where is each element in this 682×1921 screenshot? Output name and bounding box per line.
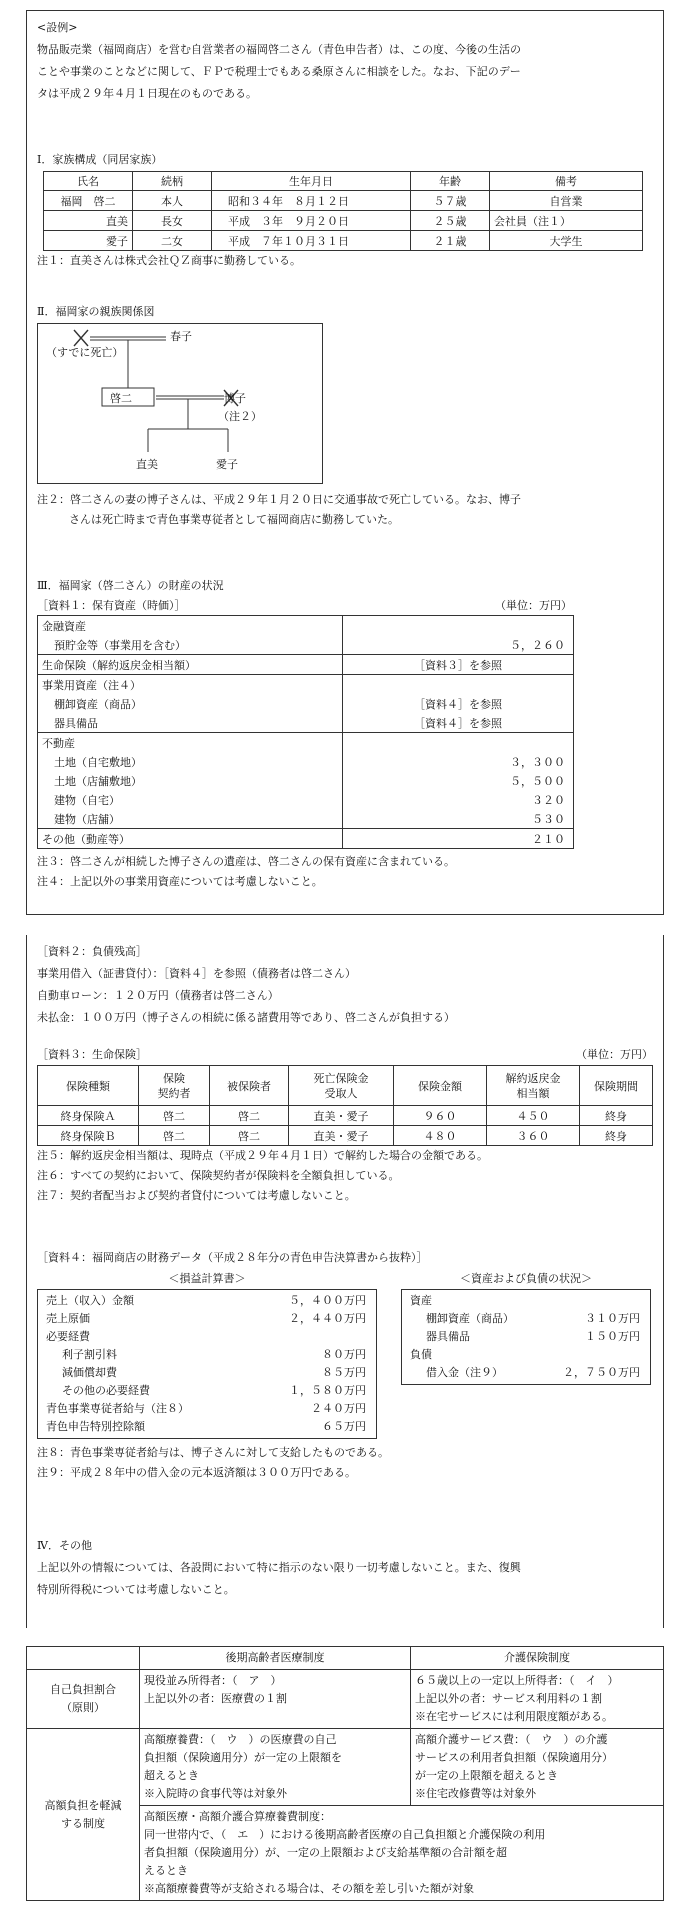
asset-group-row xyxy=(38,829,573,849)
insurance-header: 保険種類 xyxy=(38,1066,139,1106)
insurance-header: 被保険者 xyxy=(210,1066,289,1106)
other-heading: Ⅳ．その他 xyxy=(37,1539,92,1552)
asset-item-value: ３２０ xyxy=(532,793,565,807)
family-header: 備考 xyxy=(490,172,643,191)
insurance-cell: 啓二 xyxy=(210,1106,289,1126)
list-item xyxy=(402,1364,650,1382)
asset-value: ２１０ xyxy=(343,829,574,849)
asset-item-value: ５３０ xyxy=(532,812,565,826)
cell-line: 負担額（保険適用分）が一定の上限額を xyxy=(144,1751,342,1764)
comparison-row-head: 高額負担を軽減 する制度 xyxy=(27,1729,140,1901)
fin-value: ８０万円 xyxy=(322,1348,366,1361)
insurance-title: ［資料３：生命保険］ xyxy=(37,1048,147,1061)
family-cell: 平成 ７年１０月３１日 xyxy=(212,231,411,251)
fin-label: 資産 xyxy=(410,1294,432,1307)
insurance-cell: 啓二 xyxy=(139,1106,210,1126)
case-intro-line-2: ことや事業のことなどに関して、ＦＰで税理士でもある桑原さんに相談をした。なお、下記のデー xyxy=(37,65,521,78)
comparison-header-row xyxy=(27,1647,664,1670)
insurance-cell: 終身 xyxy=(580,1126,653,1146)
table-row xyxy=(38,635,573,655)
fin-label: 減価償却費 xyxy=(62,1366,117,1379)
table-row xyxy=(38,713,573,733)
insurance-header: 保険金額 xyxy=(394,1066,487,1106)
list-item xyxy=(38,1382,376,1400)
assets-note-4: 注４：上記以外の事業用資産については考慮しないこと。 xyxy=(37,875,323,888)
case-frame-1 xyxy=(26,10,664,915)
cell-line: が一定の上限額を超えるとき xyxy=(415,1769,558,1782)
aiko-name: 愛子 xyxy=(216,458,238,471)
fin-label: 利子割引料 xyxy=(62,1348,117,1361)
insurance-header: 解約返戻金 相当額 xyxy=(487,1066,580,1106)
assets-heading: Ⅲ．福岡家（啓二さん）の財産の状況 xyxy=(37,579,224,592)
table-row xyxy=(38,771,573,790)
cell-line: ※在宅サービスには利用限度額がある。 xyxy=(415,1710,613,1723)
cell-line: 現役並み所得者：（ ア ） xyxy=(144,1674,282,1687)
family-cell: 長女 xyxy=(133,211,212,231)
family-header: 生年月日 xyxy=(212,172,411,191)
insurance-cell: ４５０ xyxy=(487,1106,580,1126)
fin-value: ２，７５０万円 xyxy=(563,1366,640,1379)
list-item xyxy=(402,1310,650,1328)
insurance-cell: ３６０ xyxy=(487,1126,580,1146)
table-row xyxy=(38,809,573,829)
fin-value xyxy=(366,1328,376,1346)
family-cell: 福岡 啓二 xyxy=(44,191,133,211)
asset-item-value: ５，２６０ xyxy=(510,638,565,652)
fin-value: １，５８０万円 xyxy=(289,1384,366,1397)
asset-item-label: 預貯金等（事業用を含む） xyxy=(38,635,343,655)
list-item xyxy=(38,1346,376,1364)
asset-item-label: 器具備品 xyxy=(38,713,343,733)
family-header-row xyxy=(44,172,643,191)
fin-value: １５０万円 xyxy=(585,1330,640,1343)
fin-label: 売上（収入）金額 xyxy=(46,1294,134,1307)
asset-value: ［資料３］を参照 xyxy=(343,655,574,675)
cell-line: えるとき xyxy=(144,1864,188,1877)
comparison-row-head: 自己負担割合 （原則） xyxy=(27,1670,140,1729)
table-row xyxy=(38,1106,653,1126)
cell-line: 同一世帯内で、（ エ ）における後期高齢者医療の自己負担額と介護保険の利用 xyxy=(144,1828,546,1841)
family-cell: 直美 xyxy=(44,211,133,231)
fin-label: 棚卸資産（商品） xyxy=(426,1312,514,1325)
table-row xyxy=(27,1670,664,1729)
pl-title: ＜損益計算書＞ xyxy=(168,1272,246,1285)
asset-label: 不動産 xyxy=(38,733,343,753)
cell-line: 高額医療・高額介護合算療養費制度： xyxy=(144,1810,331,1823)
comparison-header: 介護保険制度 xyxy=(411,1647,664,1670)
pl-statement xyxy=(37,1289,377,1439)
cell-line: ６５歳以上の一定以上所得者：（ イ ） xyxy=(415,1674,619,1687)
comparison-cell xyxy=(140,1729,411,1806)
fin-label: 借入金（注９） xyxy=(426,1366,503,1379)
cell-line: ※住宅改修費等は対象外 xyxy=(415,1787,536,1800)
cell-line: 上記以外の者：サービス利用料の１割 xyxy=(415,1692,602,1705)
fin-value: ５，４００万円 xyxy=(289,1294,366,1307)
list-item xyxy=(402,1346,650,1364)
case-frame-2 xyxy=(26,935,664,1628)
liabilities-line: 自動車ローン：１２０万円（債務者は啓二さん） xyxy=(37,989,279,1002)
asset-label: 事業用資産（注４） xyxy=(38,675,343,695)
insurance-note-7: 注７：契約者配当および契約者貸付については考慮しないこと。 xyxy=(37,1189,356,1202)
comparison-cell xyxy=(411,1729,664,1806)
asset-item-label: 棚卸資産（商品） xyxy=(38,694,343,713)
insurance-note-6: 注６：すべての契約において、保険契約者が保険料を全額負担している。 xyxy=(37,1169,400,1182)
case-label: <設例> xyxy=(37,21,78,34)
family-cell: 二女 xyxy=(133,231,212,251)
cell-line: 高額療養費：（ ウ ）の医療費の自己 xyxy=(144,1733,337,1746)
table-row xyxy=(38,1126,653,1146)
family-cell: 平成 ３年 ９月２０日 xyxy=(212,211,411,231)
assets-table-title: ［資料１：保有資産（時価）］ xyxy=(37,599,186,612)
insurance-cell: 啓二 xyxy=(139,1126,210,1146)
assets-unit: （単位：万円） xyxy=(495,599,572,612)
relations-heading: Ⅱ．福岡家の親族関係図 xyxy=(37,305,155,318)
balance-status xyxy=(401,1289,651,1385)
fin-label: 必要経費 xyxy=(46,1330,90,1343)
family-header: 続柄 xyxy=(133,172,212,191)
comparison-header: 後期高齢者医療制度 xyxy=(140,1647,411,1670)
cell-line: ※入院時の食事代等は対象外 xyxy=(144,1787,287,1800)
comparison-cell xyxy=(411,1670,664,1729)
hiroko-name: 博子 xyxy=(224,392,246,405)
insurance-cell: 終身保険Ｂ xyxy=(38,1126,139,1146)
table-row xyxy=(38,790,573,809)
asset-group-row xyxy=(38,655,573,675)
financials-note-9: 注９：平成２８年中の借入金の元本返済額は３００万円である。 xyxy=(37,1466,356,1479)
family-cell: 会社員（注１） xyxy=(490,211,643,231)
deceased-label: （すでに死亡） xyxy=(46,346,124,359)
table-row xyxy=(44,231,643,251)
asset-item-label: 土地（自宅敷地） xyxy=(38,752,343,771)
fin-value: ６５万円 xyxy=(322,1420,366,1433)
asset-item-value: ３，３００ xyxy=(510,755,565,769)
other-line-2: 特別所得税については考慮しないこと。 xyxy=(37,1583,235,1596)
other-line-1: 上記以外の情報については、各設問において特に指示のない限り一切考慮しないこと。また、復興 xyxy=(37,1561,521,1574)
fin-value: ２，４４０万円 xyxy=(289,1312,366,1325)
insurance-header: 保険期間 xyxy=(580,1066,653,1106)
table-row xyxy=(38,694,573,713)
table-row xyxy=(44,211,643,231)
family-cell: 昭和３４年 ８月１２日 xyxy=(212,191,411,211)
insurance-cell: 直美・愛子 xyxy=(289,1106,394,1126)
insurance-cell: 終身保険Ａ xyxy=(38,1106,139,1126)
list-item xyxy=(38,1400,376,1418)
insurance-header: 保険 契約者 xyxy=(139,1066,210,1106)
list-item xyxy=(402,1328,650,1346)
asset-item-label: 土地（店舗敷地） xyxy=(38,771,343,790)
table-row xyxy=(44,191,643,211)
insurance-table xyxy=(37,1065,653,1146)
assets-table xyxy=(37,615,574,849)
fin-label: 器具備品 xyxy=(426,1330,470,1343)
fin-label: その他の必要経費 xyxy=(62,1384,150,1397)
list-item xyxy=(38,1418,376,1436)
cell-line: 超えるとき xyxy=(144,1769,199,1782)
asset-value xyxy=(343,733,574,753)
liabilities-line: 未払金：１００万円（博子さんの相続に係る諸費用等であり、啓二さんが負担する） xyxy=(37,1011,455,1024)
asset-item-value: ［資料４］を参照 xyxy=(414,716,502,730)
cell-line: 者負担額（保険適用分）が、一定の上限額および支給基準額の合計額を超 xyxy=(144,1846,507,1859)
insurance-cell: 啓二 xyxy=(210,1126,289,1146)
asset-value xyxy=(343,675,574,695)
asset-label: 金融資産 xyxy=(38,616,343,635)
financials-title: ［資料４：福岡商店の財務データ（平成２８年分の青色申告決算書から抜粋）］ xyxy=(37,1251,428,1264)
insurance-cell: 終身 xyxy=(580,1106,653,1126)
asset-label: 生命保険（解約返戻金相当額） xyxy=(38,655,343,675)
fin-label: 青色事業専従者給与（注８） xyxy=(46,1402,189,1415)
table-row xyxy=(38,752,573,771)
family-relation-diagram xyxy=(37,323,323,484)
naomi-name: 直美 xyxy=(136,458,158,471)
asset-label: その他（動産等） xyxy=(38,829,343,849)
asset-item-label: 建物（自宅） xyxy=(38,790,343,809)
relations-note-2-line-1: 注２：啓二さんの妻の博子さんは、平成２９年１月２０日に交通事故で死亡している。なお、博子 xyxy=(37,493,521,506)
family-cell: 大学生 xyxy=(490,231,643,251)
asset-group-row xyxy=(38,616,573,635)
insurance-note-5: 注５：解約返戻金相当額は、現時点（平成２９年４月１日）で解約した場合の金額である。 xyxy=(37,1149,488,1162)
family-cell: ２１歳 xyxy=(411,231,490,251)
fin-label: 青色申告特別控除額 xyxy=(46,1420,145,1433)
liabilities-title: ［資料２：負債残高］ xyxy=(37,945,147,958)
cell-line: ※高額療養費等が支給される場合は、その額を差し引いた額が対象 xyxy=(144,1882,474,1895)
cell-line: 高額介護サービス費：（ ウ ）の介護 xyxy=(415,1733,608,1746)
insurance-cell: ４８０ xyxy=(394,1126,487,1146)
family-cell: 愛子 xyxy=(44,231,133,251)
financials-note-8: 注８：青色事業専従者給与は、博子さんに対して支給したものである。 xyxy=(37,1446,389,1459)
liabilities-line: 事業用借入（証書貸付）：［資料４］を参照（債務者は啓二さん） xyxy=(37,967,356,980)
case-intro-line-3: タは平成２９年４月１日現在のものである。 xyxy=(37,87,257,100)
list-item xyxy=(38,1292,376,1310)
asset-group-row xyxy=(38,733,573,753)
fin-label: 負債 xyxy=(410,1348,432,1361)
case-intro-line-1: 物品販売業（福岡商店）を営む自営業者の福岡啓二さん（青色申告者）は、この度、今後の生活の xyxy=(37,43,521,56)
note2-mark: （注２） xyxy=(218,410,262,423)
fin-value: ８５万円 xyxy=(322,1366,366,1379)
fin-value: ３１０万円 xyxy=(585,1312,640,1325)
family-cell: 自営業 xyxy=(490,191,643,211)
cell-line: 上記以外の者：医療費の１割 xyxy=(144,1692,287,1705)
relations-note-2-line-2: さんは死亡時まで青色事業専従者として福岡商店に勤務していた。 xyxy=(69,513,399,526)
comparison-corner xyxy=(27,1647,140,1670)
list-item xyxy=(38,1364,376,1382)
comparison-table xyxy=(26,1646,664,1901)
family-header: 氏名 xyxy=(44,172,133,191)
family-heading: Ⅰ．家族構成（同居家族） xyxy=(37,153,163,166)
insurance-unit: （単位：万円） xyxy=(576,1048,653,1061)
haruko-name: 春子 xyxy=(170,330,192,343)
insurance-cell: ９６０ xyxy=(394,1106,487,1126)
asset-value xyxy=(343,616,574,635)
table-row xyxy=(27,1729,664,1806)
asset-item-value: ５，５００ xyxy=(510,774,565,788)
fin-value xyxy=(640,1292,650,1310)
asset-item-value: ［資料４］を参照 xyxy=(414,697,502,711)
asset-group-row xyxy=(38,675,573,695)
insurance-cell: 直美・愛子 xyxy=(289,1126,394,1146)
asset-item-label: 建物（店舗） xyxy=(38,809,343,829)
insurance-header: 死亡保険金 受取人 xyxy=(289,1066,394,1106)
assets-note-3: 注３：啓二さんが相続した博子さんの遺産は、啓二さんの保有資産に含まれている。 xyxy=(37,855,455,868)
list-item xyxy=(402,1292,650,1310)
bs-title: ＜資産および負債の状況＞ xyxy=(460,1272,592,1285)
comparison-cell xyxy=(140,1806,664,1901)
family-cell: ２５歳 xyxy=(411,211,490,231)
family-cell: ５７歳 xyxy=(411,191,490,211)
family-header: 年齢 xyxy=(411,172,490,191)
family-table xyxy=(43,171,643,251)
list-item xyxy=(38,1310,376,1328)
family-note-1: 注１：直美さんは株式会社ＱＺ商事に勤務している。 xyxy=(37,254,301,267)
insurance-header-row xyxy=(38,1066,653,1106)
list-item xyxy=(38,1328,376,1346)
fin-value xyxy=(640,1346,650,1364)
family-cell: 本人 xyxy=(133,191,212,211)
keiji-name: 啓二 xyxy=(110,392,132,405)
cell-line: サービスの利用者負担額（保険適用分） xyxy=(415,1751,613,1764)
fin-value: ２４０万円 xyxy=(311,1402,366,1415)
comparison-cell xyxy=(140,1670,411,1729)
fin-label: 売上原価 xyxy=(46,1312,90,1325)
